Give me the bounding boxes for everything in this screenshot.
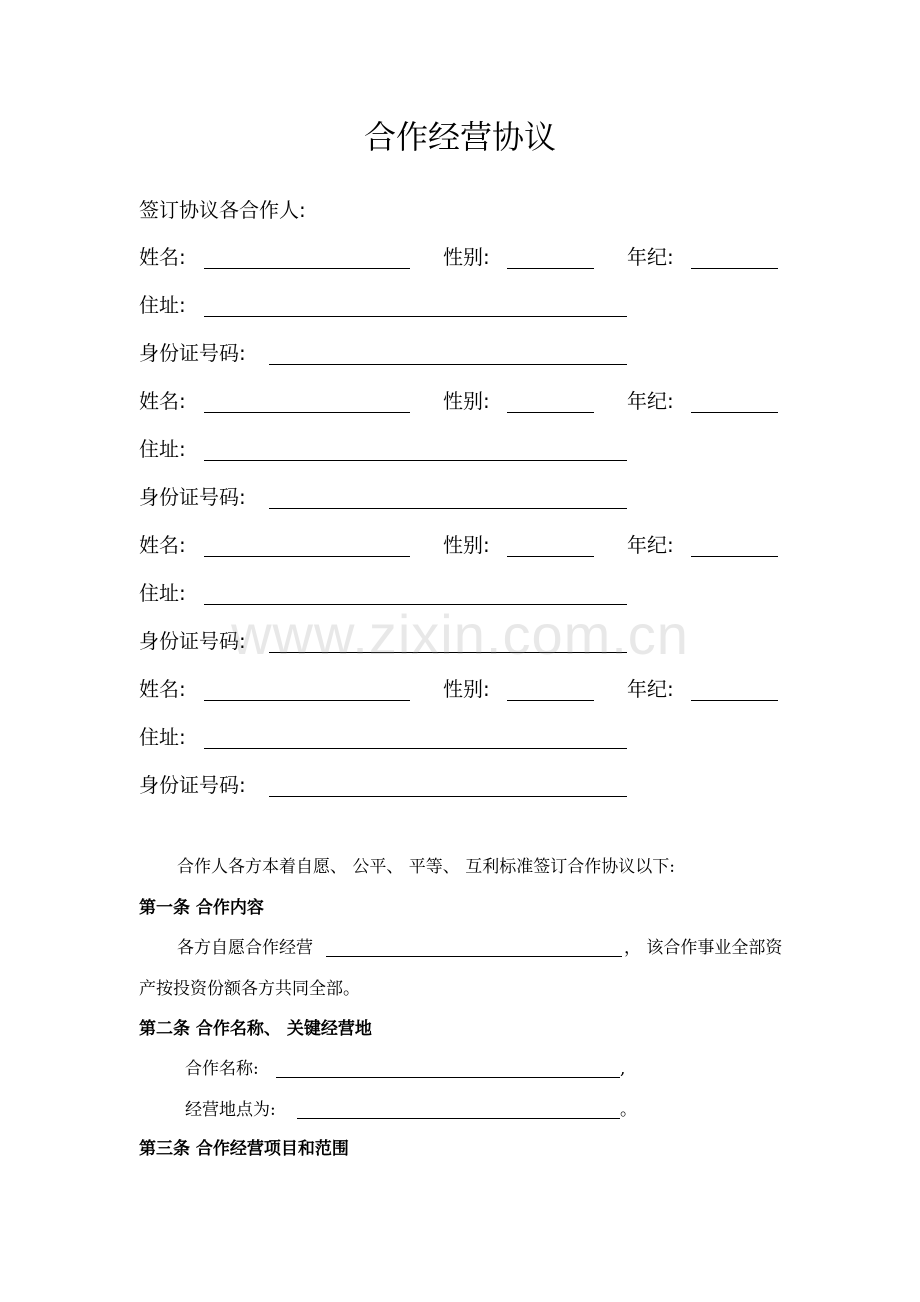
partner-2-gender-blank[interactable]	[507, 412, 594, 413]
partner-4-name-label: 姓名:	[139, 677, 186, 701]
business-place-blank[interactable]	[297, 1118, 620, 1119]
article1-heading: 第一条 合作内容	[139, 898, 264, 918]
partner-3-id-label: 身份证号码:	[139, 629, 246, 653]
cooperation-name-suffix: ,	[620, 1059, 626, 1079]
partner-2-id-label: 身份证号码:	[139, 485, 246, 509]
business-scope-blank[interactable]	[326, 956, 622, 957]
partner-4-address-label: 住址:	[139, 725, 186, 749]
intro-text: 合作人各方本着自愿、 公平、 平等、 互利标准签订合作协议以下:	[177, 857, 675, 877]
partner-2-address-blank[interactable]	[204, 460, 627, 461]
partner-3-age-label: 年纪:	[627, 533, 674, 557]
partner-2-gender-label: 性别:	[443, 389, 490, 413]
partner-4-id-label: 身份证号码:	[139, 773, 246, 797]
partner-1-address-blank[interactable]	[204, 316, 627, 317]
cooperation-name-label: 合作名称:	[185, 1059, 259, 1079]
partner-1-gender-label: 性别:	[443, 245, 490, 269]
partner-2-name-label: 姓名:	[139, 389, 186, 413]
business-place-label: 经营地点为:	[185, 1100, 276, 1120]
partner-4-gender-blank[interactable]	[507, 700, 594, 701]
partner-2-age-label: 年纪:	[627, 389, 674, 413]
signatories-heading: 签订协议各合作人:	[139, 198, 306, 222]
partner-2-address-label: 住址:	[139, 437, 186, 461]
cooperation-name-blank[interactable]	[276, 1077, 620, 1078]
business-place-suffix: 。	[620, 1100, 637, 1120]
partner-4-age-label: 年纪:	[627, 677, 674, 701]
partner-3-name-blank[interactable]	[204, 556, 410, 557]
article2-heading: 第二条 合作名称、 关键经营地	[139, 1019, 372, 1039]
partner-2-id-blank[interactable]	[269, 508, 627, 509]
partner-1-name-label: 姓名:	[139, 245, 186, 269]
partner-1-age-label: 年纪:	[627, 245, 674, 269]
partner-4-age-blank[interactable]	[691, 700, 778, 701]
partner-1-age-blank[interactable]	[691, 268, 778, 269]
partner-1-id-blank[interactable]	[269, 364, 627, 365]
article1-text-after: ， 该合作事业全部资	[624, 938, 783, 958]
partner-4-gender-label: 性别:	[443, 677, 490, 701]
document-title: 合作经营协议	[363, 118, 556, 156]
partner-4-address-blank[interactable]	[204, 748, 627, 749]
partner-1-address-label: 住址:	[139, 293, 186, 317]
partner-3-gender-label: 性别:	[443, 533, 490, 557]
partner-1-gender-blank[interactable]	[507, 268, 594, 269]
watermark: www.zixin.com.cn	[231, 603, 689, 666]
partner-3-address-label: 住址:	[139, 581, 186, 605]
partner-1-id-label: 身份证号码:	[139, 341, 246, 365]
partner-2-name-blank[interactable]	[204, 412, 410, 413]
partner-4-id-blank[interactable]	[269, 796, 627, 797]
partner-3-gender-blank[interactable]	[507, 556, 594, 557]
article3-heading: 第三条 合作经营项目和范围	[139, 1139, 349, 1159]
article1-text-before: 各方自愿合作经营	[177, 938, 313, 958]
partner-4-name-blank[interactable]	[204, 700, 410, 701]
article1-continuation: 产按投资份额各方共同全部。	[139, 979, 360, 999]
partner-2-age-blank[interactable]	[691, 412, 778, 413]
partner-3-age-blank[interactable]	[691, 556, 778, 557]
partner-3-name-label: 姓名:	[139, 533, 186, 557]
partner-1-name-blank[interactable]	[204, 268, 410, 269]
